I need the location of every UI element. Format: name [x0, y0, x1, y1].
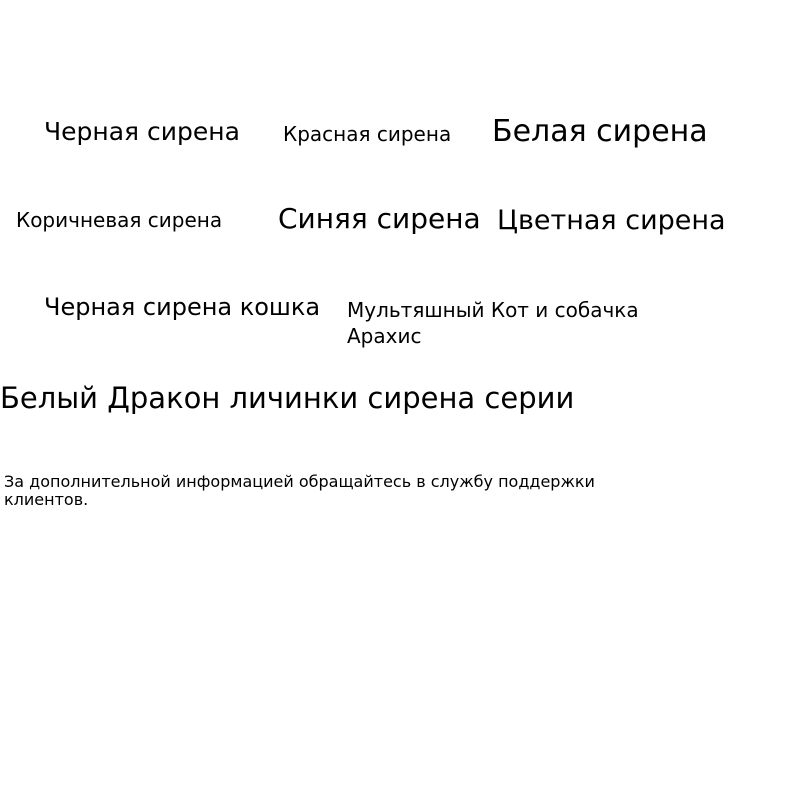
item-blue-siren[interactable]: Синяя сирена: [278, 202, 481, 235]
item-white-siren[interactable]: Белая сирена: [492, 114, 708, 149]
item-white-dragon-larvae-siren-series[interactable]: Белый Дракон личинки сирена серии: [0, 381, 575, 415]
item-brown-siren[interactable]: Коричневая сирена: [16, 208, 223, 232]
item-red-siren[interactable]: Красная сирена: [283, 122, 452, 146]
item-cartoon-cat-and-dog-peanut[interactable]: Мультяшный Кот и собачка Арахис: [347, 298, 639, 348]
item-colored-siren[interactable]: Цветная сирена: [497, 205, 726, 236]
item-black-siren-cat[interactable]: Черная сирена кошка: [44, 293, 321, 321]
customer-support-note: За дополнительной информацией обращайтесь в службу поддержки клиентов.: [4, 472, 595, 510]
item-black-siren[interactable]: Черная сирена: [44, 117, 240, 146]
